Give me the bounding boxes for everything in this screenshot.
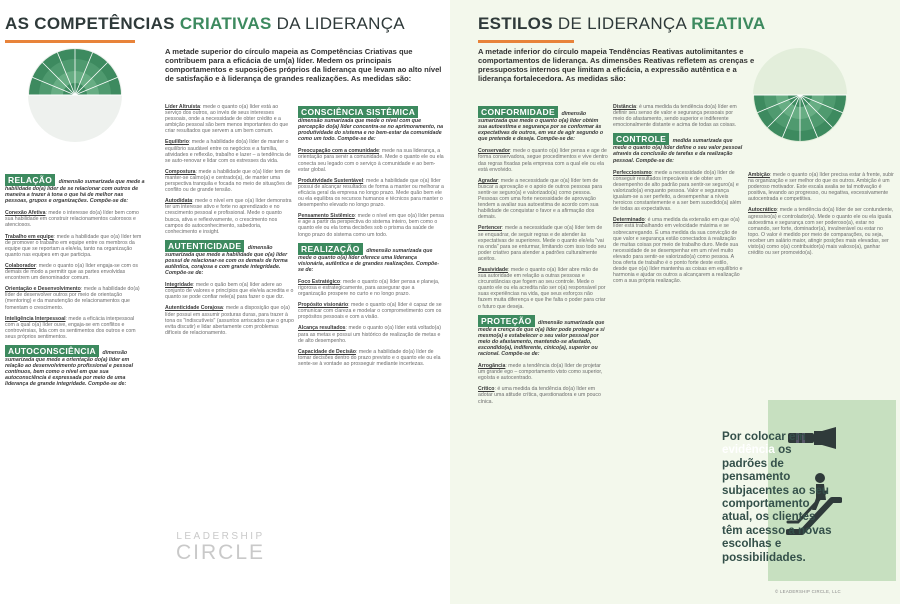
list-item: Agradar: mede a necessidade que o(a) líder tem de buscar a aprovação e o apoio de outros pessoas para sentir-se seguro(a) e valorizado(a) como pessoa. Pessoas com uma forte necessidade de aprovação tendem a avaliar sua autoestima de acordo com sua habilidade de conquistar o favor e a afirmação dos demais.	[478, 177, 603, 221]
controle-chip: CONTROLE	[613, 133, 669, 145]
autoconsciencia-section: AUTOCONSCIÊNCIA dimensão sumarizada que mede a orientação do(a) líder em relação ao desenvolvimento profissional e pessoal contínuos, bem como o nível em que sua autoconsciência é expressada por meio de uma liderança de grande integridade. Compõe-se de:	[5, 345, 134, 388]
conformidade-chip: CONFORMIDADE	[478, 106, 558, 118]
list-item: Capacidade de Decisão: mede a habilidade do(a) líder de tomar decisões dentro do prazo previsto e o quanto ele ou ela sente-se à vontade ao prosseguir mediante incertezas.	[298, 348, 441, 367]
left-col-1	[5, 172, 145, 393]
title-rule	[5, 40, 135, 43]
protecao-chip: PROTEÇÃO	[478, 315, 535, 327]
list-item: Autodidata: mede o nível em que o(a) líder demonstra ter um interesse ativo e forte no aprendizado e no crescimento pessoal e profissional. Mede o quanto busca, ativa e reflexivamente, o crescimento nos campos do autoconhecimento, sabedoria, conhecimento e insight.	[165, 198, 292, 235]
list-item: Ambição: mede o quanto o(a) líder precisa estar à frente, subir na organização e ser melhor do que os outros. Ambição é um poderoso motivador. Este escala avalia se tal motivação é positiva, levando ao progresso, ou negativa, excessivamente autocentrada e competitiva.	[748, 172, 894, 203]
list-item: Conservador: mede o quanto o(a) líder pensa e age de forma conservadora, segue procedimentos e vive dentro das regras fixadas pela empresa com a qual ele ou ela está envolvido.	[478, 148, 608, 173]
title-mid: DE LIDERANÇA	[552, 14, 692, 33]
list-item: Arrogância: mede a tendência do(a) líder de projetar um grande ego – comportamento visto como superior, egoísta e autocentrado.	[478, 363, 603, 382]
callout-text: Por colocar em evidência os padrões de pensamento subjacentes ao seu comportamento atual, os clientes têm acesso a novas escolhas e possibilidades.	[722, 430, 832, 564]
list-item: Produtividade Sustentável: mede a habilidade que o(a) líder possui de alcançar resultados de forma a manter ou melhorar a eficácia geral da empresa no longo prazo. Mede quão bem ele ou ela equilibra os recursos humanos e técnicos para manter o desempenho elevado no longo prazo.	[298, 177, 444, 209]
leadership-circle-upper-icon	[27, 47, 123, 148]
autenticidade-chip: AUTENTICIDADE	[165, 240, 244, 252]
list-item: Propósito visionário: mede o quanto o(a) líder é capaz de se comunicar com clareza e modelar o comprometimento com os propósitos pessoais e com a visão.	[298, 302, 442, 321]
protecao-section: PROTEÇÃO dimensão sumarizada que mede a crença de que o(a) líder pode proteger a si mesmo(a) e estabelecer o seu valor pessoal por meio do afastamento, mantendo-se afastado, escondido(a), indiferente, cínico(a), superior ou racional. Compõe-se de:	[478, 315, 605, 357]
list-item: Passividade: mede o quanto o(a) líder abre mão de sua autoridade em relação a outras pessoas e circunstâncias que fogem ao seu controle. Mede o quanto ele ou ela acredita não ser o(a) responsável por suas experiências na vida, que seus esforços não fazem muita diferença e que lhe falta o poder para criar o futuro que deseja.	[478, 266, 606, 310]
right-page	[450, 0, 900, 604]
list-item: Colaborador: mede o quanto o(a) líder engaja-se com os demais de modo a permitir que as partes envolvidas encontrem um denominador comum.	[5, 262, 138, 282]
controle-section: CONTROLE medida sumarizada que mede o quanto o(a) líder define o seu valor pessoal através da conclusão de tarefas e da realização pessoal. Compõe-se de:	[613, 134, 743, 164]
consciencia-chip: CONSCIÊNCIA SISTÊMICA	[298, 106, 418, 118]
autoconsciencia-chip: AUTOCONSCIÊNCIA	[5, 345, 99, 357]
list-item: Crítico: é uma medida da tendência do(a) líder em adotar uma atitude crítica, questionadora e um pouco cínica.	[478, 386, 601, 405]
left-title	[5, 14, 405, 34]
title-accent: REATIVA	[691, 14, 766, 33]
right-intro: A metade inferior do círculo mapeia Tendências Reativas autolimitantes e comportamentos de liderança. As dimensões Reativas refletem as crenças e pressupostos internos que limitam a eficácia, a expressão autêntica e a liderança fortalecedora. As medidas são:	[478, 47, 755, 83]
title-rule	[478, 40, 574, 43]
relacao-chip: RELAÇÃO	[5, 174, 55, 186]
list-item: Inteligência Interpessoal: mede a eficácia interpessoal com a qual o(a) líder ouve, engaja-se em conflitos e controvérsias, lida com os sentimentos dos outros e com seus próprios sentimentos.	[5, 315, 136, 340]
consciencia-sistemica-section: CONSCIÊNCIA SISTÊMICA dimensão sumarizada que mede o nível com que percepção do(a) líder concentra-se no aprimoramento, na produtividade do sistema e no bem-estar da comunidade como um todo. Compõe-se de:	[298, 107, 444, 143]
list-item: Foco Estratégico: mede o quanto o(a) líder pensa e planeja, rigorosa e estrategicamente, para assegurar que a organização prospere no curto e no longo prazo.	[298, 278, 440, 298]
list-item: Pensamento Sistêmico: mede o nível em que o(a) líder pensa e age a partir da perspectiva do sistema inteiro, bem como o quanto ele ou ela toma decisões sob o prisma da saúde de longo prazo do sistema como um todo.	[298, 213, 444, 238]
right-col-3	[748, 172, 894, 261]
realizacao-section: REALIZAÇÃO dimensão sumarizada que mede o quanto o(a) líder oferece uma liderança visionária, autêntica e de grandes realizações. Compõe-se de:	[298, 243, 440, 273]
right-col-1	[478, 104, 608, 410]
list-item: Trabalho em equipe: mede a habilidade que o(a) líder tem de promover o trabalho em equipe entre os membros da equipe que se reportam a ele/ela, tanto na organização quanto nas equipes em que participa.	[5, 233, 142, 258]
right-col-2	[613, 104, 743, 289]
list-item: Distância: é uma medida da tendência do(a) líder em definir seu senso de valor e segurança pessoais por meio do afastamento, sendo superior e indiferente emocionalmente distante e acima de todas as coisas.	[613, 104, 737, 129]
realizacao-chip: REALIZAÇÃO	[298, 243, 363, 255]
list-item: Integridade: mede o quão bem o(a) líder adere ao conjunto de valores e princípios que ele/ela acredita e o quanto se pode confiar nele(a) para fazer o que diz.	[165, 282, 294, 301]
list-item: Conexão Afetiva: mede o interesse do(a) líder bem como sua habilidade em construir relacionamentos calorosos e atenciosos.	[5, 210, 139, 229]
relacao-section: RELAÇÃO dimensão sumarizada que mede a habilidade do(a) líder de se relacionar com outros de maneira a trazer à tona o que há de melhor nas pessoas, grupos e organizações. Compõe-se de:	[5, 175, 145, 205]
list-item: Perfeccionismo: mede a necessidade do(a) líder de conseguir resultados impecáveis e de obter um desempenho de alto padrão para sentir-se seguro(a) e valorizado(a) enquanto pessoa. Valor e segurança igualam-se a ser perfeito, a desempenhar a níveis heroicos constantemente e a ser bem sucedido(a) além de todas as expectativas.	[613, 169, 742, 213]
title-accent: CRIATIVAS	[179, 14, 272, 33]
conformidade-section: CONFORMIDADE dimensão sumarizada que mede o quanto o(a) líder obtém sua autoestima e segurança por se conformar às expectativas de outros, em vez de agir segundo o que pretende e deseja. Compõe-se de:	[478, 107, 604, 143]
list-item: Compostura: mede a habilidade que o(a) líder tem de manter-se calmo(a) e centrado(a), de manter uma perspectiva tranquila e focada no meio de situações de conflito ou de grande tensão.	[165, 168, 292, 194]
left-intro: A metade superior do círculo mapeia as Competências Criativas que contribuem para a eficácia de um(a) líder. Medem os principais comportamentos e suposições próprios da liderança que levam ao alto nível de satisfação e à liderança de grandes realizações. As medidas são:	[165, 47, 442, 83]
title-post: DA LIDERANÇA	[271, 14, 405, 33]
title-pre: ESTILOS	[478, 14, 553, 33]
list-item: Alcança resultados: mede o quanto o(a) líder está voltado(a) para as metas e possui um histórico de realização de metas e de alto desempenho.	[298, 325, 442, 344]
autenticidade-section: AUTENTICIDADE dimensão sumarizada que mede a habilidade que o(a) líder possui de relacionar-se com os demais de forma autêntica, corajosa e com grande integridade. Compõe-se de:	[165, 240, 288, 277]
list-item: Preocupação com a comunidade: mede na sua liderança, a orientação para servir a comunidade. Mede o quanto ele ou ela conecta seu legado com o serviço à comunidade e ao bem-estar global.	[298, 148, 444, 173]
copyright: © LEADERSHIP CIRCLE, LLC	[775, 589, 841, 594]
list-item: Pertencer: mede a necessidade que o(a) líder tem de se enquadrar, de seguir regras e de atender às expectativas de superiores. Mede o quanto ele/ela "vai na onda" para se enturmar, limitando com isso todo seu poder criativo para atender a padrões culturalmente aceitos.	[478, 225, 607, 262]
list-item: Determinado: é uma medida da extensão em que o(a) líder está trabalhando em velocidade máxima e se sobrecarregando. É uma medida da sua convicção de que valor e segurança estão conectados à realização de muitas coisas por meio de trabalho duro. Mede sua necessidade de se desempenhar em um nível muito elevado para sentir-se valorizado(a) como pessoa. A boa oferta de trabalho é o ponto forte deste estilo, desde que o(a) líder mantenha as coisas em equilíbrio e harmonia e ajudar os outros a alcançarem a realização com a sua própria realização.	[613, 217, 743, 285]
list-item: Autocrático: mede a tendência do(a) líder de ser contundente, agressivo(a) e controlador(a). Mede o quanto ele ou ela iguala autoestima e segurança com ser poderoso(a), estar no comando, ser forte, dominador(a), invulnerável ou estar no topo. O valor é medido por meio de comparações, ou seja, receber um salário maior, atingir posições mais elevadas, ser visto(a) como o(a) contribuidor(a) mais valioso(a), ganhar crédito ou ser promovido(a).	[748, 207, 894, 257]
left-col-3	[298, 104, 444, 372]
leadership-circle-logo: LEADERSHIP CIRCLE	[176, 531, 266, 564]
title-pre: AS COMPETÊNCIAS	[5, 14, 180, 33]
list-item: Orientação e Desenvolvimento: mede a habilidade do(a) líder de desenvolver outros por meio de orientação (mentoring) e da manutenção de relacionamentos que fomentam o crescimento.	[5, 286, 140, 311]
leadership-circle-lower-icon	[752, 47, 848, 148]
list-item: Autenticidade Corajosa: mede a disposição que o(a) líder possui em assumir posturas duras, para trazer à tona os "indiscutíveis" (assuntos arriscados que o grupo evita discutir) e lidar abertamente com problemas difíceis de relacionamento.	[165, 305, 294, 336]
list-item: Líder Altruísta: mede o quanto o(a) líder está ao serviço dos outros, ao invés de seus interesses pessoais, onde a necessidade de obter crédito e a ambição pessoal são bem menos importantes do que criar resultados que servem a um bem comum.	[165, 104, 289, 135]
right-title	[478, 14, 765, 34]
left-col-2	[165, 104, 295, 341]
list-item: Equilíbrio: mede a habilidade do(a) líder de manter o equilíbrio saudável entre os negócios e a família, atividades e reflexão, trabalho e lazer – a tendência de se auto-renovar e lidar com os estresses da vida.	[165, 139, 292, 164]
